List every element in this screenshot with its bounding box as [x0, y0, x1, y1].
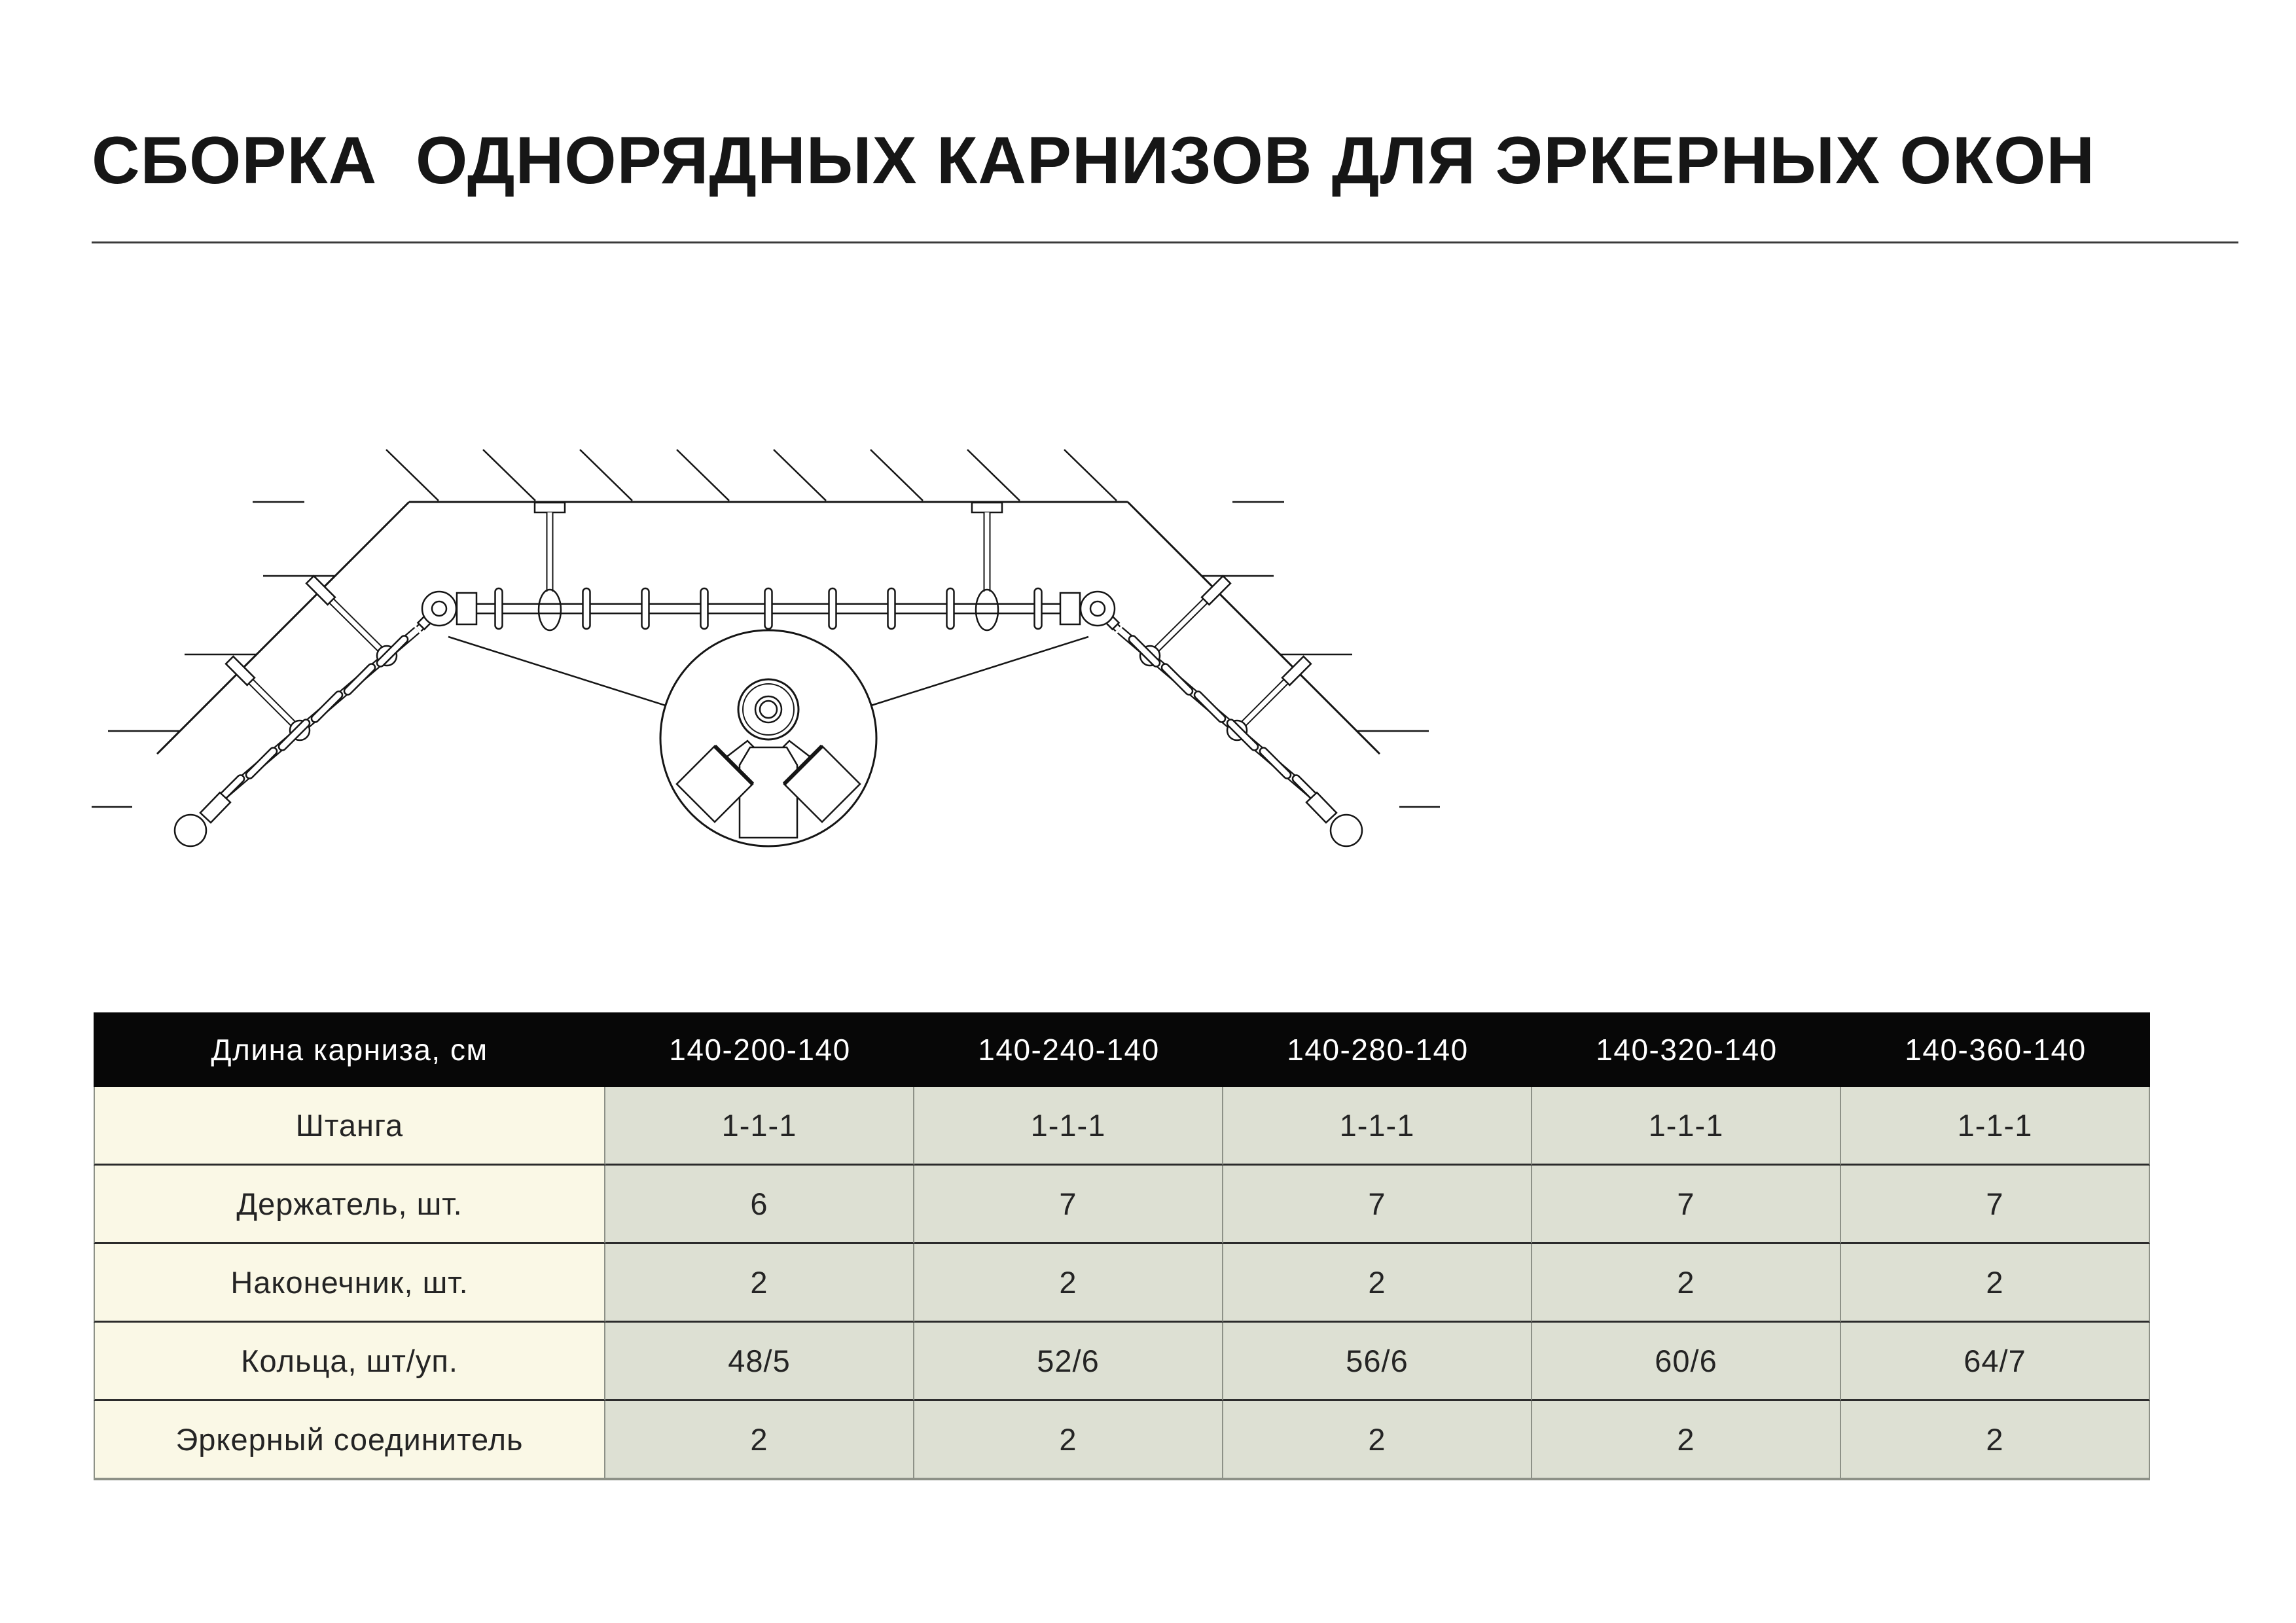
- connector-disc: [738, 679, 798, 740]
- table-cell: 2: [1841, 1401, 2150, 1480]
- right-wall-hatch-ticks: [1202, 502, 1440, 807]
- table-cell: 56/6: [1223, 1323, 1532, 1401]
- right-angled-rod: [1098, 576, 1362, 846]
- table-cell: 6: [605, 1166, 914, 1244]
- column-header: 140-240-140: [914, 1012, 1223, 1087]
- spec-table: [94, 1012, 2150, 1480]
- column-header: 140-320-140: [1532, 1012, 1841, 1087]
- ceiling-hatching: [386, 450, 1117, 501]
- table-cell: 64/7: [1841, 1323, 2150, 1401]
- left-wall-hatch-ticks: [92, 502, 335, 807]
- finial: [175, 793, 230, 846]
- table-cell: 1-1-1: [1841, 1087, 2150, 1166]
- table-cell: 2: [1223, 1244, 1532, 1323]
- table-header-row: [94, 1012, 2150, 1087]
- table-cell: 60/6: [1532, 1323, 1841, 1401]
- detail-circle: [660, 630, 876, 846]
- horizontal-rod: [457, 503, 1080, 630]
- corner-connector-left: [422, 592, 456, 626]
- rod-collar-left: [457, 593, 476, 624]
- table-row: [94, 1244, 2150, 1323]
- table-row: [94, 1166, 2150, 1244]
- column-header: 140-280-140: [1223, 1012, 1532, 1087]
- table-cell: 2: [1532, 1401, 1841, 1480]
- column-header: 140-200-140: [605, 1012, 914, 1087]
- wall-bracket: [306, 576, 397, 666]
- row-label: Наконечник, шт.: [94, 1244, 605, 1323]
- wall-bracket: [1140, 576, 1230, 666]
- table-cell: 2: [1223, 1401, 1532, 1480]
- table-cell: 1-1-1: [605, 1087, 914, 1166]
- table-cell: 2: [914, 1244, 1223, 1323]
- column-header: 140-360-140: [1841, 1012, 2150, 1087]
- left-angled-rod: [175, 576, 439, 846]
- finial: [1306, 793, 1362, 846]
- table-row: [94, 1323, 2150, 1401]
- table-cell: 2: [1841, 1244, 2150, 1323]
- table-cell: 2: [605, 1401, 914, 1480]
- table-cell: 2: [605, 1244, 914, 1323]
- table-cell: 1-1-1: [1532, 1087, 1841, 1166]
- table-cell: 48/5: [605, 1323, 914, 1401]
- table-cell: 1-1-1: [914, 1087, 1223, 1166]
- row-label: Держатель, шт.: [94, 1166, 605, 1244]
- table-cell: 1-1-1: [1223, 1087, 1532, 1166]
- column-header-length: Длина карниза, см: [94, 1012, 605, 1087]
- table-cell: 2: [1532, 1244, 1841, 1323]
- table-cell: 52/6: [914, 1323, 1223, 1401]
- connector-pedestal: [740, 747, 797, 838]
- row-label: Эркерный соединитель: [94, 1401, 605, 1480]
- table-row: [94, 1401, 2150, 1480]
- table-cell: 7: [1532, 1166, 1841, 1244]
- assembly-diagram: [92, 445, 1505, 910]
- table-row: [94, 1087, 2150, 1166]
- row-label: Кольца, шт/уп.: [94, 1323, 605, 1401]
- page-title: СБОРКА ОДНОРЯДНЫХ КАРНИЗОВ ДЛЯ ЭРКЕРНЫХ ОКОН: [92, 123, 2096, 198]
- corner-connector-right: [1081, 592, 1115, 626]
- table-cell: 7: [914, 1166, 1223, 1244]
- table-cell: 7: [1841, 1166, 2150, 1244]
- title-divider: [92, 241, 2238, 243]
- rod-collar-right: [1060, 593, 1080, 624]
- row-label: Штанга: [94, 1087, 605, 1166]
- table-cell: 2: [914, 1401, 1223, 1480]
- table-cell: 7: [1223, 1166, 1532, 1244]
